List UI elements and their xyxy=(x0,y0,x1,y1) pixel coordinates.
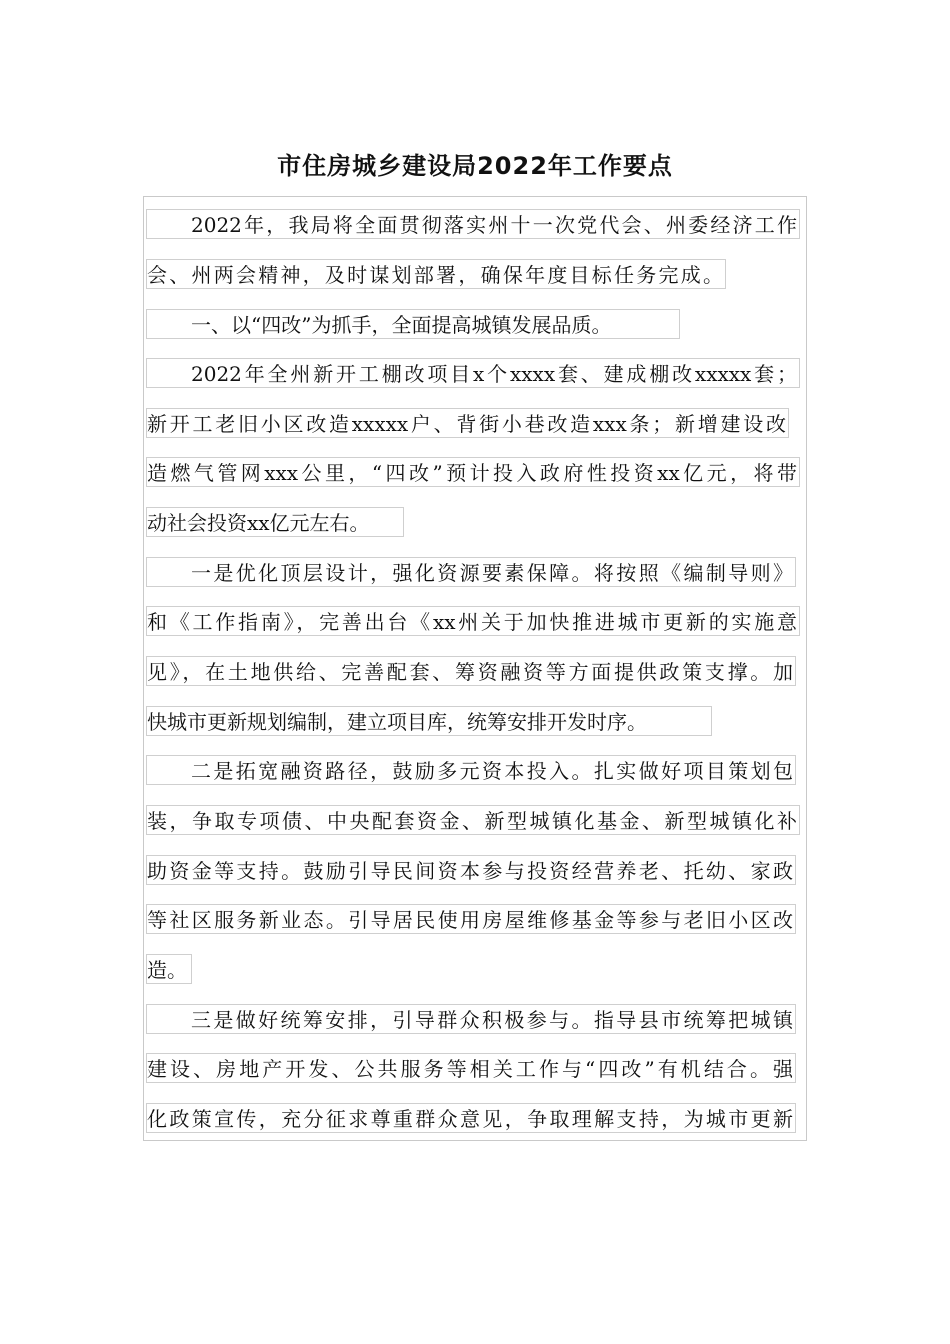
paragraph-line: 造。 xyxy=(146,954,192,984)
paragraph-line: 建设、房地产开发、公共服务等相关工作与“四改”有机结合。强 xyxy=(146,1053,796,1083)
section-heading: 一、以“四改”为抓手，全面提高城镇发展品质。 xyxy=(146,309,680,339)
paragraph-line: 三是做好统筹安排，引导群众积极参与。指导县市统筹把城镇 xyxy=(146,1004,796,1034)
paragraph-line: 见》，在土地供给、完善配套、筹资融资等方面提供政策支撑。加 xyxy=(146,656,796,686)
paragraph-line: 和《工作指南》，完善出台《xx州关于加快推进城市更新的实施意 xyxy=(146,606,800,636)
paragraph-line: 快城市更新规划编制，建立项目库，统筹安排开发时序。 xyxy=(146,706,712,736)
paragraph-line: 会、州两会精神，及时谋划部署，确保年度目标任务完成。 xyxy=(146,259,726,289)
paragraph-line: 2022年全州新开工棚改项目x个xxxx套、建成棚改xxxxx套； xyxy=(146,358,800,388)
paragraph-line: 造燃气管网xxx公里，“四改”预计投入政府性投资xx亿元，将带 xyxy=(146,457,800,487)
page-title: 市住房城乡建设局2022年工作要点 xyxy=(277,152,673,180)
paragraph-line: 动社会投资xx亿元左右。 xyxy=(146,507,404,537)
paragraph-line: 2022年，我局将全面贯彻落实州十一次党代会、州委经济工作 xyxy=(146,209,800,239)
paragraph-line: 助资金等支持。鼓励引导民间资本参与投资经营养老、托幼、家政 xyxy=(146,855,796,885)
paragraph-line: 等社区服务新业态。引导居民使用房屋维修基金等参与老旧小区改 xyxy=(146,904,796,934)
paragraph-line: 一是优化顶层设计，强化资源要素保障。将按照《编制导则》 xyxy=(146,557,796,587)
paragraph-line: 二是拓宽融资路径，鼓励多元资本投入。扎实做好项目策划包 xyxy=(146,755,796,785)
paragraph-line: 新开工老旧小区改造xxxxx户、背街小巷改造xxx条；新增建设改 xyxy=(146,408,789,438)
paragraph-line: 装，争取专项债、中央配套资金、新型城镇化基金、新型城镇化补 xyxy=(146,805,800,835)
paragraph-line: 化政策宣传，充分征求尊重群众意见，争取理解支持，为城市更新 xyxy=(146,1103,796,1133)
